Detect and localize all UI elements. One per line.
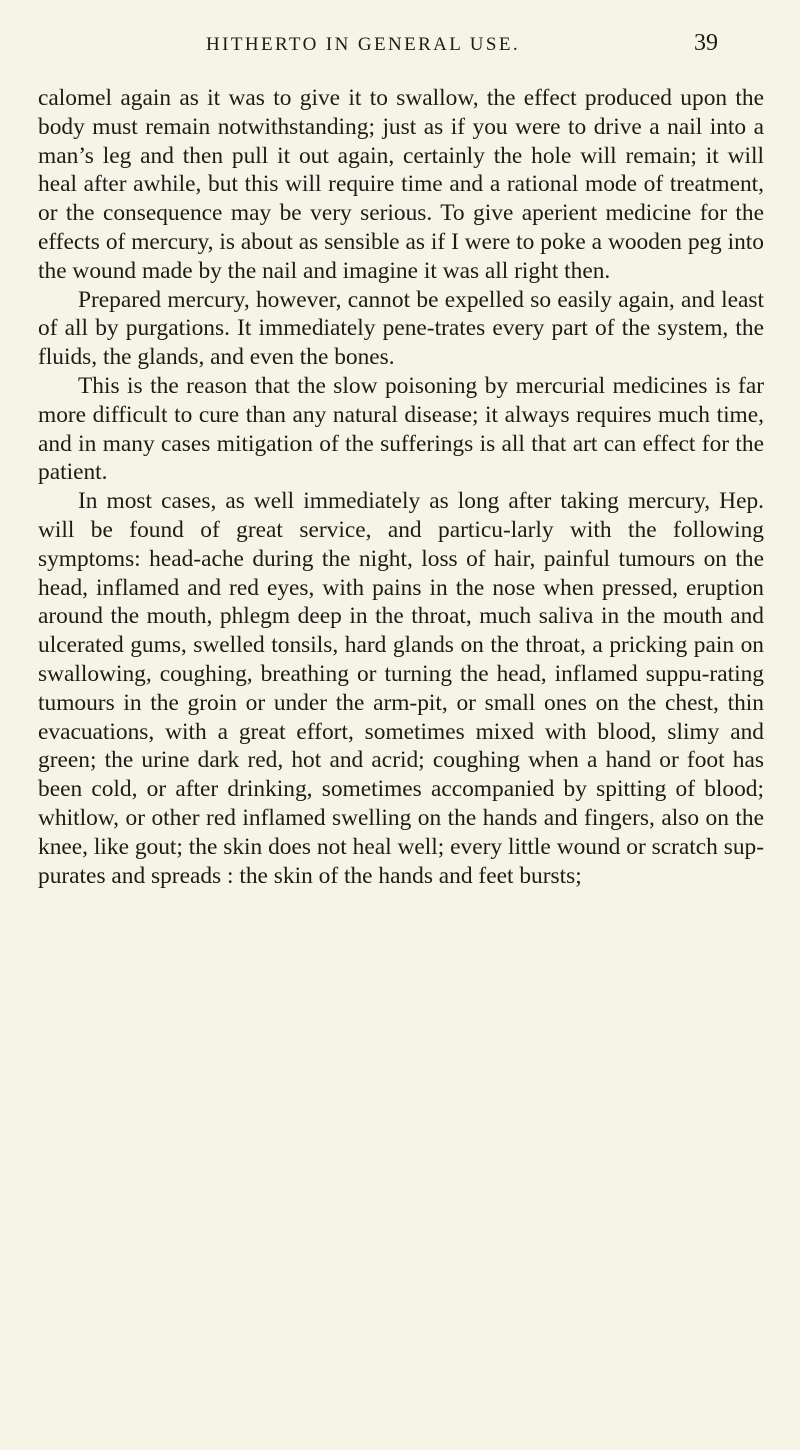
paragraph-slow-poisoning: This is the reason that the slow poisoning by mercurial medicines is far more difficult to cure than any natural disease; it always requires much time, and in many cases mitigation of the sufferings is all that art can effect for the patient. xyxy=(38,372,764,486)
page-number: 39 xyxy=(694,30,718,56)
running-header xyxy=(0,28,800,62)
paragraph-continuation: calomel again as it was to give it to swallow, the effect produced upon the body must remain notwithstanding; just as if you were to drive a nail into a man’s leg and then pull it out again, certainly the hole will remain; it will heal after awhile, but this will require time and a rational mode of treatment, or the consequence may be very serious. To give aperient medicine for the effects of mercury, is about as sensible as if I were to poke a wooden peg into the wound made by the nail and imagine it was all right then. xyxy=(38,85,764,284)
body-text xyxy=(38,84,764,890)
paragraph-hep-symptoms: In most cases, as well immediately as long after taking mercury, Hep. will be found of great service, and particu-larly with the following symptoms: head-ache during the night, loss of hair, painful tumours on the head, inflamed and red eyes, with pains in the nose when pressed, eruption around the mouth, phlegm deep in the throat, much saliva in the mouth and ulcerated gums, swelled tonsils, hard glands on the throat, a pricking pain on swallowing, coughing, breathing or turning the head, inflamed suppu-rating tumours in the groin or under the arm-pit, or small ones on the chest, thin evacuations, with a great effort, sometimes mixed with blood, slimy and green; the urine dark red, hot and acrid; coughing when a hand or foot has been cold, or after drinking, sometimes accompanied by spitting of blood; whitlow, or other red inflamed swelling on the hands and fingers, also on the knee, like gout; the skin does not heal well; every little wound or scratch sup-purates and spreads : the skin of the hands and feet bursts; xyxy=(38,488,764,889)
paragraph-prepared-mercury: Prepared mercury, however, cannot be expelled so easily again, and least of all by purgations. It immediately pene-trates every part of the system, the fluids, the glands, and even the bones. xyxy=(38,286,764,371)
running-title: HITHERTO IN GENERAL USE. xyxy=(206,34,520,55)
